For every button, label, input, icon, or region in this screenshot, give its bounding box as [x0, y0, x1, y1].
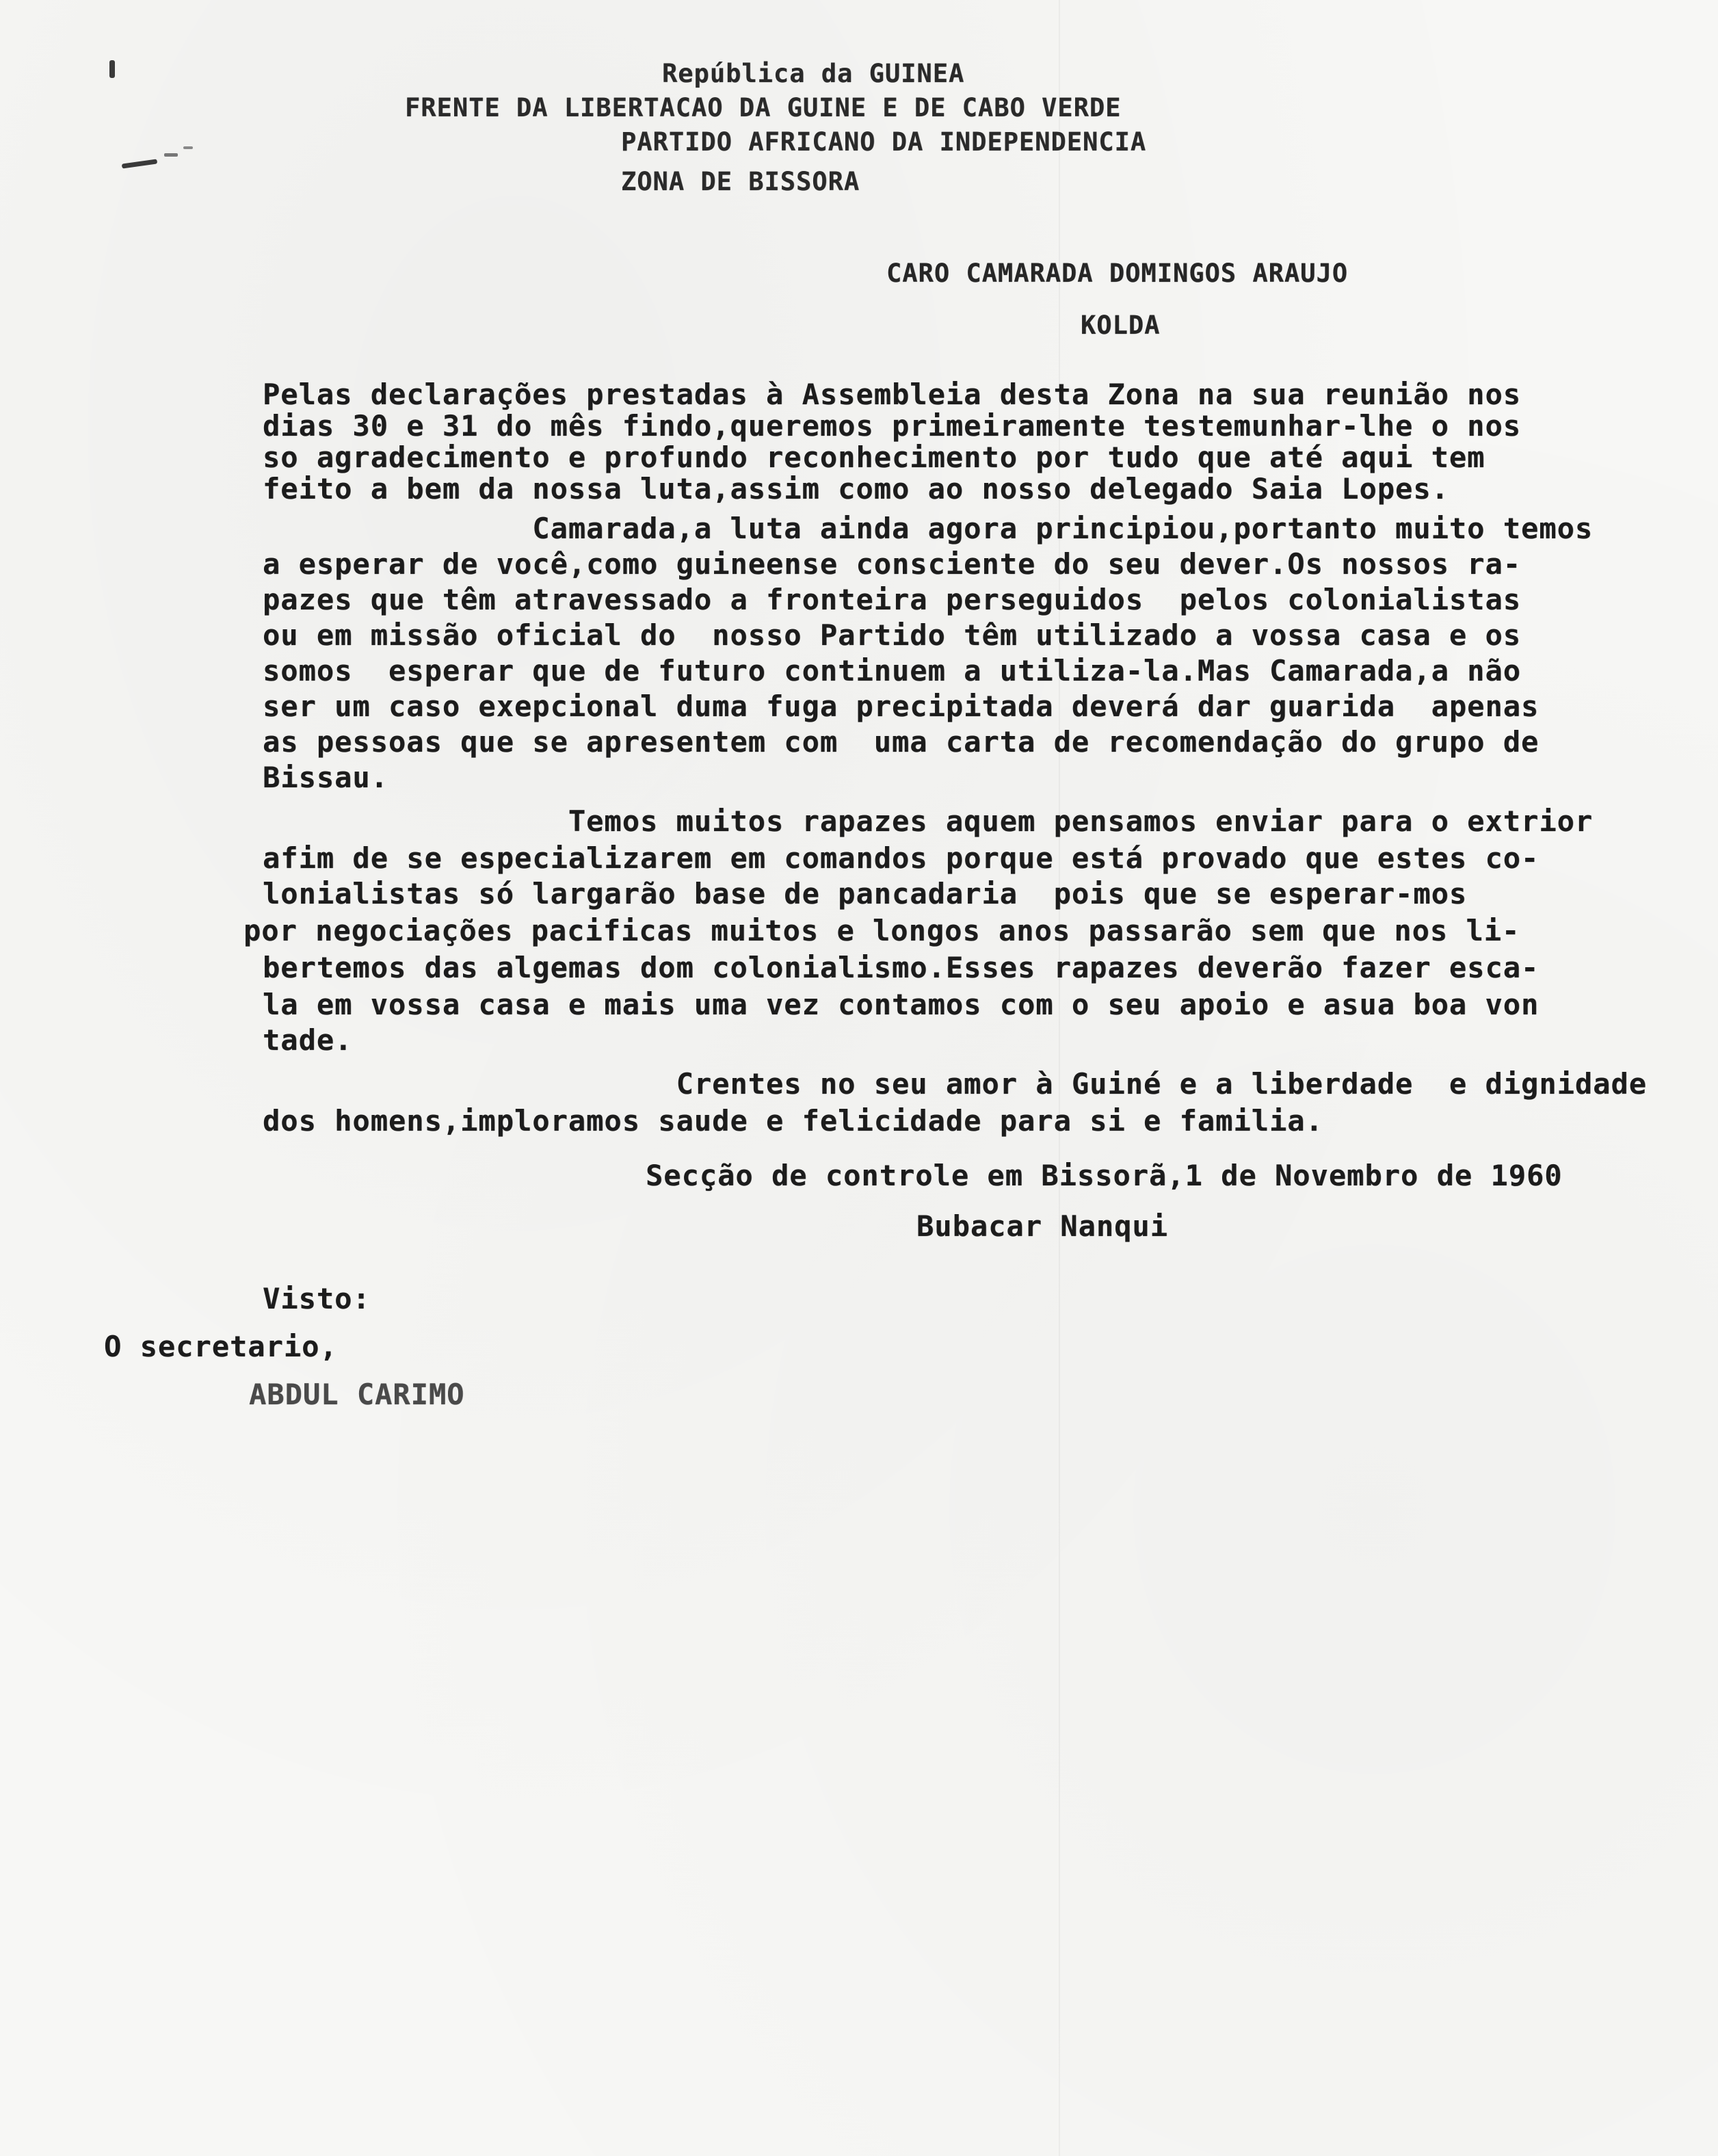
letterhead-zone: ZONA DE BISSORA — [621, 167, 860, 196]
body-line: lonialistas só largarão base de pancadaria pois que se esperar-mos — [263, 877, 1468, 910]
letterhead-front: FRENTE DA LIBERTACAO DA GUINE E DE CABO VERDE — [405, 93, 1122, 122]
letterhead-party: PARTIDO AFRICANO DA INDEPENDENCIA — [621, 127, 1147, 157]
ink-mark — [109, 60, 115, 78]
body-line: la em vossa casa e mais uma vez contamos com o seu apoio e asua boa von — [263, 988, 1539, 1021]
body-line: as pessoas que se apresentem com uma carta de recomendação do grupo de — [263, 725, 1539, 759]
body-line: Bissau. — [263, 761, 389, 794]
secretary-name: ABDUL CARIMO — [249, 1378, 465, 1411]
place-and-date: Secção de controle em Bissorã,1 de Novembro de 1960 — [646, 1159, 1563, 1192]
body-line: dias 30 e 31 do mês findo,queremos primeiramente testemunhar-lhe o nos — [263, 409, 1522, 443]
body-line: dos homens,imploramos saude e felicidade para si e familia. — [263, 1104, 1323, 1138]
body-line: tade. — [263, 1023, 353, 1057]
body-line: ser um caso exepcional duma fuga precipitada deverá dar guarida apenas — [263, 689, 1539, 723]
body-line: so agradecimento e profundo reconhecimento por tudo que até aqui tem — [263, 441, 1485, 474]
body-line: Temos muitos rapazes aquem pensamos enviar para o extrior — [263, 804, 1594, 838]
addressee-place: KOLDA — [1081, 311, 1161, 340]
body-line: afim de se especializarem em comandos porque está provado que estes co- — [263, 841, 1539, 875]
body-line: Camarada,a luta ainda agora principiou,portanto muito temos — [263, 512, 1594, 545]
secretary-role: O secretario, — [104, 1330, 338, 1363]
letterhead-republic: República da GUINEA — [662, 59, 965, 88]
body-line: pazes que têm atravessado a fronteira perseguidos pelos colonialistas — [263, 583, 1522, 616]
visto-label: Visto: — [263, 1282, 371, 1315]
body-line: por negociações pacificas muitos e longos anos passarão sem que nos li- — [243, 914, 1520, 947]
ink-mark — [164, 153, 178, 157]
addressee-name: CARO CAMARADA DOMINGOS ARAUJO — [886, 259, 1349, 288]
body-line: a esperar de você,como guineense consciente do seu dever.Os nossos ra- — [263, 547, 1522, 581]
body-line: ou em missão oficial do nosso Partido têm utilizado a vossa casa e os — [263, 618, 1522, 652]
ink-mark — [122, 159, 157, 168]
body-line: feito a bem da nossa luta,assim como ao nosso delegado Saia Lopes. — [263, 472, 1449, 505]
body-line: Crentes no seu amor à Guiné e a liberdade e dignidade — [263, 1067, 1648, 1101]
body-line: bertemos das algemas dom colonialismo.Esses rapazes deverão fazer esca- — [263, 951, 1539, 984]
body-line: somos esperar que de futuro continuem a utiliza-la.Mas Camarada,a não — [263, 654, 1522, 687]
signatory-name: Bubacar Nanqui — [916, 1209, 1169, 1243]
ink-mark — [183, 146, 193, 149]
body-line: Pelas declarações prestadas à Assembleia desta Zona na sua reunião nos — [263, 378, 1522, 411]
